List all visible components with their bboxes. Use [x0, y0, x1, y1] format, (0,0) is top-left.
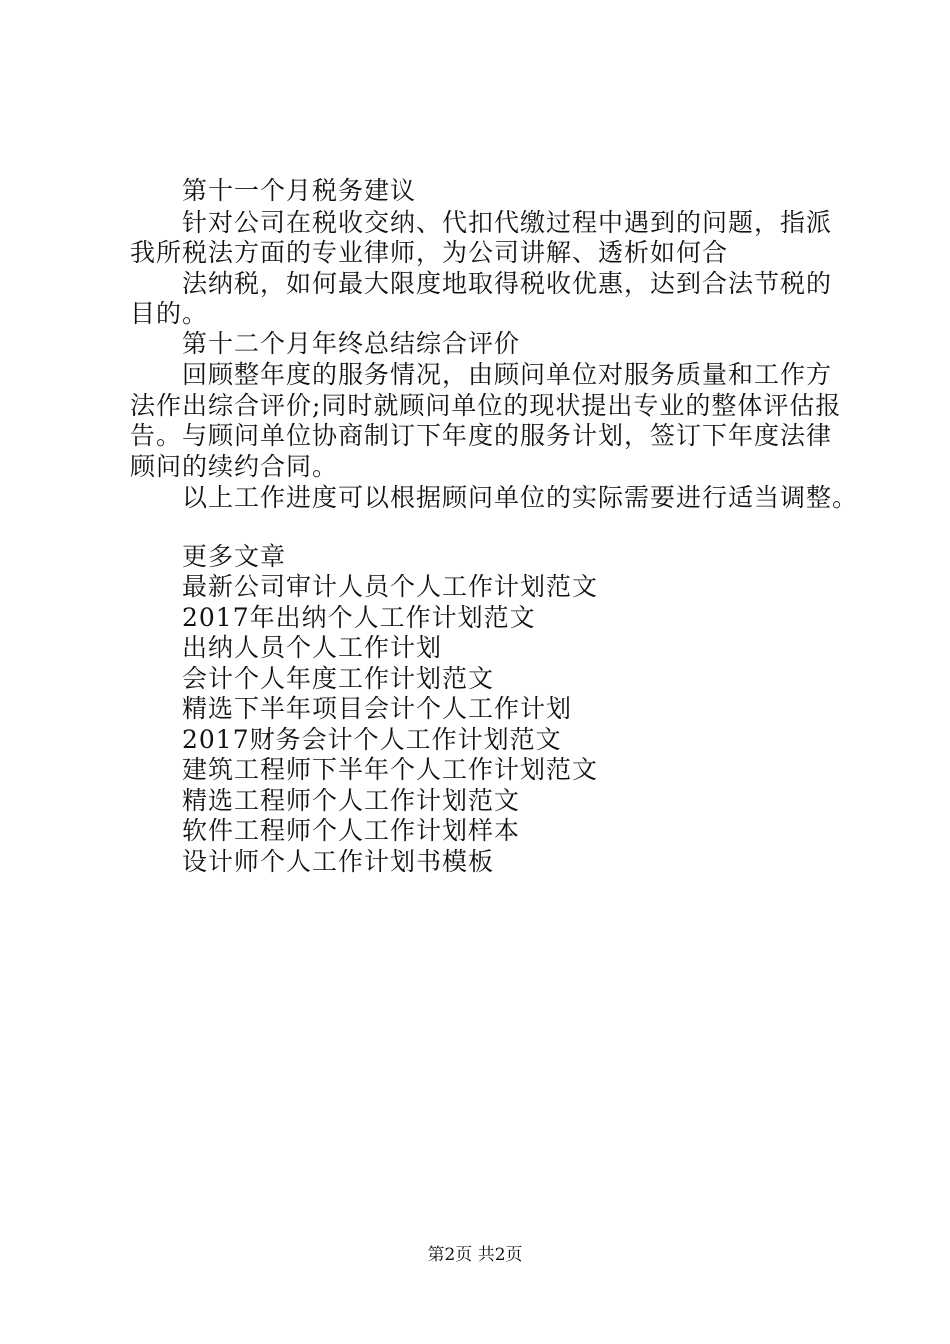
- tax-advice-text-line-4: 目的。: [130, 299, 209, 328]
- article-link[interactable]: 会计个人年度工作计划范文: [182, 664, 495, 693]
- more-articles-title: 更多文章: [182, 542, 287, 571]
- tax-advice-text-line-2: 我所税法方面的专业律师，为公司讲解、透析如何合: [130, 238, 729, 267]
- article-link[interactable]: 2017年出纳个人工作计划范文: [182, 603, 536, 632]
- article-link[interactable]: 建筑工程师下半年个人工作计划范文: [182, 755, 599, 784]
- year-review-text-line-1: 回顾整年度的服务情况，由顾问单位对服务质量和工作方: [182, 360, 833, 389]
- section-heading-month-12: 第十二个月年终总结综合评价: [182, 329, 521, 358]
- year-review-text-line-4: 顾问的续约合同。: [130, 452, 339, 481]
- tax-advice-text-line-3: 法纳税，如何最大限度地取得税收优惠，达到合法节税的: [182, 269, 833, 298]
- article-link[interactable]: 设计师个人工作计划书模板: [182, 847, 495, 876]
- year-review-text-line-3: 告。与顾问单位协商制订下年度的服务计划，签订下年度法律: [130, 421, 833, 450]
- article-link[interactable]: 精选工程师个人工作计划范文: [182, 786, 521, 815]
- year-review-text-line-2: 法作出综合评价;同时就顾问单位的现状提出专业的整体评估报: [130, 391, 842, 420]
- article-link[interactable]: 最新公司审计人员个人工作计划范文: [182, 572, 599, 601]
- section-heading-month-11: 第十一个月税务建议: [182, 176, 417, 205]
- article-link[interactable]: 软件工程师个人工作计划样本: [182, 816, 521, 845]
- page-number-footer: 第2页 共2页: [427, 1245, 523, 1265]
- schedule-adjust-note: 以上工作进度可以根据顾问单位的实际需要进行适当调整。: [182, 483, 859, 512]
- article-link[interactable]: 2017财务会计个人工作计划范文: [182, 725, 562, 754]
- tax-advice-text-line-1: 针对公司在税收交纳、代扣代缴过程中遇到的问题，指派: [182, 208, 833, 237]
- article-link[interactable]: 精选下半年项目会计个人工作计划: [182, 694, 573, 723]
- article-link[interactable]: 出纳人员个人工作计划: [182, 633, 443, 662]
